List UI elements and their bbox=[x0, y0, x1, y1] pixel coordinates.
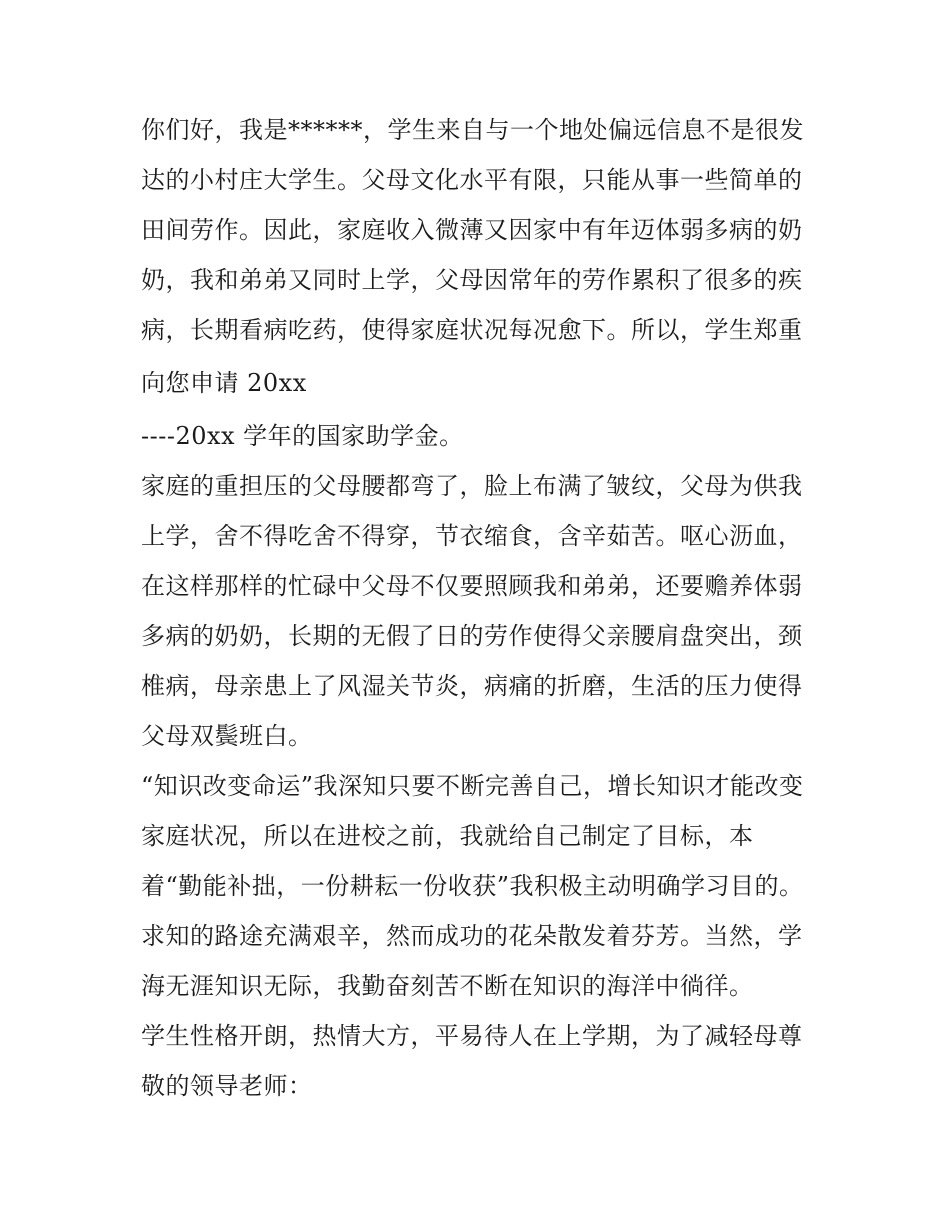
text-line: ----20xx 学年的国家助学金。 bbox=[141, 422, 464, 450]
text-line: 病，长期看病吃药，使得家庭状况每况愈下。所以，学生郑重 bbox=[141, 316, 803, 344]
text-line: 田间劳作。因此，家庭收入微薄又因家中有年迈体弱多病的奶 bbox=[141, 216, 803, 244]
text-line: 家庭的重担压的父母腰都弯了，脸上布满了皱纹，父母为供我 bbox=[141, 472, 803, 500]
text-line: 海无涯知识无际，我勤奋刻苦不断在知识的海洋中徜徉。 bbox=[141, 972, 754, 1000]
text-line: 向您申请 20xx bbox=[141, 369, 307, 397]
text-line: 椎病，母亲患上了风湿关节炎，病痛的折磨，生活的压力使得 bbox=[141, 672, 803, 700]
text-line: 学生性格开朗，热情大方，平易待人在上学期，为了减轻母尊 bbox=[141, 1022, 803, 1050]
text-line: 敬的领导老师： bbox=[141, 1072, 313, 1100]
text-line: 上学，舍不得吃舍不得穿，节衣缩食，含辛茹苦。呕心沥血， bbox=[141, 522, 803, 550]
text-line: 在这样那样的忙碌中父母不仅要照顾我和弟弟，还要赡养体弱 bbox=[141, 572, 803, 600]
text-line: 家庭状况，所以在进校之前，我就给自己制定了目标，本 bbox=[141, 822, 754, 850]
text-line: 父母双鬓班白。 bbox=[141, 722, 313, 750]
text-line: 求知的路途充满艰辛，然而成功的花朵散发着芬芳。当然，学 bbox=[141, 922, 803, 950]
text-line: 多病的奶奶，长期的无假了日的劳作使得父亲腰肩盘突出，颈 bbox=[141, 622, 803, 650]
text-line: 着“勤能补拙，一份耕耘一份收获”我积极主动明确学习目的。 bbox=[141, 872, 804, 900]
text-line: “知识改变命运”我深知只要不断完善自己，增长知识才能改变 bbox=[141, 772, 804, 800]
text-line: 达的小村庄大学生。父母文化水平有限，只能从事一些简单的 bbox=[141, 166, 803, 194]
text-line: 你们好，我是******，学生来自与一个地处偏远信息不是很发 bbox=[141, 116, 804, 144]
text-line: 奶，我和弟弟又同时上学，父母因常年的劳作累积了很多的疾 bbox=[141, 266, 803, 294]
